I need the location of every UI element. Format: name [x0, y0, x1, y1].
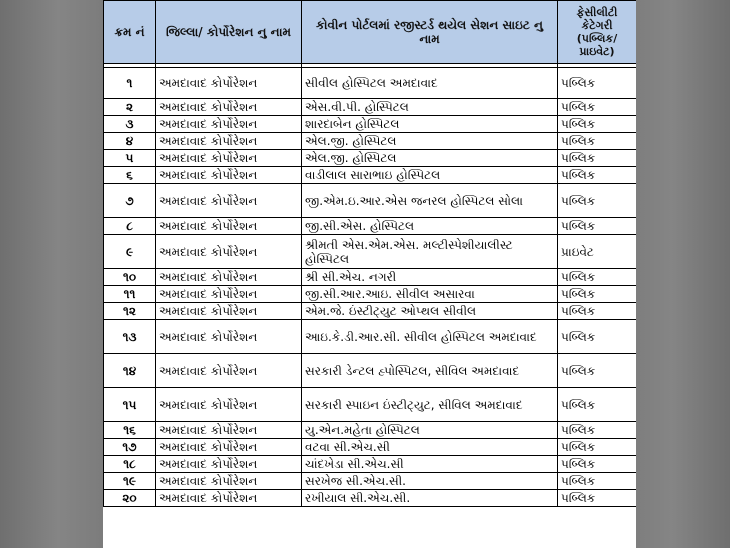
row-number: ૧૮	[104, 456, 156, 473]
row-site: વટવા સી.એચ.સી	[302, 439, 558, 456]
header-serial-number: ક્રમ નં	[104, 1, 156, 64]
session-sites-table	[103, 0, 636, 507]
row-district: અમદાવાદ કોર્પોરેશન	[156, 235, 302, 269]
row-number: ૪	[104, 133, 156, 150]
table-row	[104, 439, 637, 456]
table-row	[104, 99, 637, 116]
row-district: અમદાવાદ કોર્પોરેશન	[156, 439, 302, 456]
row-site: એમ.જે. ઇંસ્ટીટ્યુટ ઓપ્થલ સીવીલ	[302, 303, 558, 320]
table-body	[104, 64, 637, 507]
row-number: ૬	[104, 167, 156, 184]
header-facility-category: ફેસીલીટી કેટેગરી (પબ્લિક/ પ્રાઇવેટ)	[558, 1, 637, 64]
row-site: જી.એમ.ઇ.આર.એસ જનરલ હોસ્પિટલ સોલા	[302, 184, 558, 218]
row-site: વાડીલાલ સારાભાઇ હોસ્પિટલ	[302, 167, 558, 184]
table-row	[104, 167, 637, 184]
row-number: ૧૦	[104, 269, 156, 286]
row-site: શારદાબેન હોસ્પિટલ	[302, 116, 558, 133]
row-category: પબ્લિક	[558, 303, 637, 320]
row-site: સરખેજ સી.એચ.સી.	[302, 473, 558, 490]
row-site: જી.સી.એસ. હોસ્પિટલ	[302, 218, 558, 235]
header-session-site: કોવીન પોર્ટલમાં રજીસ્ટર્ડ થયેલ સેશન સાઇટ નુ નામ	[302, 1, 558, 64]
row-category: પબ્લિક	[558, 456, 637, 473]
row-category: પબ્લિક	[558, 68, 637, 99]
table-row	[104, 133, 637, 150]
table-header-row	[104, 1, 637, 64]
row-number: ૫	[104, 150, 156, 167]
row-district: અમદાવાદ કોર્પોરેશન	[156, 422, 302, 439]
row-number: ૧૯	[104, 473, 156, 490]
row-district: અમદાવાદ કોર્પોરેશન	[156, 99, 302, 116]
document-sheet	[103, 0, 636, 548]
row-district: અમદાવાદ કોર્પોરેશન	[156, 167, 302, 184]
row-district: અમદાવાદ કોર્પોરેશન	[156, 388, 302, 422]
row-category: પબ્લિક	[558, 116, 637, 133]
table-row	[104, 490, 637, 507]
row-district: અમદાવાદ કોર્પોરેશન	[156, 490, 302, 507]
table-row	[104, 286, 637, 303]
row-number: ૧૧	[104, 286, 156, 303]
table-row	[104, 303, 637, 320]
row-district: અમદાવાદ કોર્પોરેશન	[156, 133, 302, 150]
table-row	[104, 388, 637, 422]
row-category: પબ્લિક	[558, 490, 637, 507]
row-site: સીવીલ હોસ્પિટલ અમદાવાદ	[302, 68, 558, 99]
row-site: યુ.એન.મહેતા હોસ્પિટલ	[302, 422, 558, 439]
row-number: ૮	[104, 218, 156, 235]
table-row	[104, 269, 637, 286]
row-number: ૩	[104, 116, 156, 133]
row-site: એલ.જી. હોસ્પિટલ	[302, 150, 558, 167]
row-number: ૧૪	[104, 354, 156, 388]
table-row	[104, 320, 637, 354]
row-number: ૨	[104, 99, 156, 116]
row-category: પબ્લિક	[558, 184, 637, 218]
row-category: પબ્લિક	[558, 99, 637, 116]
table-row	[104, 473, 637, 490]
row-site: સરકારી સ્પાઇન ઇંસ્ટીટ્યુટ, સીવિલ અમદાવાદ	[302, 388, 558, 422]
row-district: અમદાવાદ કોર્પોરેશન	[156, 184, 302, 218]
row-district: અમદાવાદ કોર્પોરેશન	[156, 473, 302, 490]
row-site: રખીયાલ સી.એચ.સી.	[302, 490, 558, 507]
row-category: પબ્લિક	[558, 354, 637, 388]
table-row	[104, 218, 637, 235]
row-site: સરકારી ડેન્ટલ હ્પોસ્પિટલ, સીવિલ અમદાવાદ	[302, 354, 558, 388]
row-category: પ્રાઇવેટ	[558, 235, 637, 269]
row-number: ૧૩	[104, 320, 156, 354]
table-row	[104, 184, 637, 218]
row-number: ૧૫	[104, 388, 156, 422]
row-site: એલ.જી. હોસ્પિટલ	[302, 133, 558, 150]
row-district: અમદાવાદ કોર્પોરેશન	[156, 320, 302, 354]
row-district: અમદાવાદ કોર્પોરેશન	[156, 354, 302, 388]
row-district: અમદાવાદ કોર્પોરેશન	[156, 303, 302, 320]
row-district: અમદાવાદ કોર્પોરેશન	[156, 286, 302, 303]
row-district: અમદાવાદ કોર્પોરેશન	[156, 456, 302, 473]
row-number: ૧૨	[104, 303, 156, 320]
row-category: પબ્લિક	[558, 422, 637, 439]
table-row	[104, 116, 637, 133]
row-district: અમદાવાદ કોર્પોરેશન	[156, 116, 302, 133]
row-category: પબ્લિક	[558, 286, 637, 303]
row-category: પબ્લિક	[558, 439, 637, 456]
table-row	[104, 150, 637, 167]
header-district: જિલ્લા/ કોર્પોરેશન નુ નામ	[156, 1, 302, 64]
row-site: જી.સી.આર.આઇ. સીવીલ અસારવા	[302, 286, 558, 303]
row-category: પબ્લિક	[558, 150, 637, 167]
row-number: ૨૦	[104, 490, 156, 507]
row-number: ૧૬	[104, 422, 156, 439]
row-district: અમદાવાદ કોર્પોરેશન	[156, 269, 302, 286]
row-district: અમદાવાદ કોર્પોરેશન	[156, 150, 302, 167]
row-site: શ્રી સી.એચ. નગરી	[302, 269, 558, 286]
row-category: પબ્લિક	[558, 167, 637, 184]
table-row	[104, 235, 637, 269]
row-site: એસ.વી.પી. હોસ્પિટલ	[302, 99, 558, 116]
table-row	[104, 422, 637, 439]
row-number: ૧૭	[104, 439, 156, 456]
row-category: પબ્લિક	[558, 269, 637, 286]
row-category: પબ્લિક	[558, 320, 637, 354]
table-row	[104, 354, 637, 388]
row-district: અમદાવાદ કોર્પોરેશન	[156, 68, 302, 99]
row-site: આઇ.કે.ડી.આર.સી. સીવીલ હોસ્પિટલ અમદાવાદ	[302, 320, 558, 354]
row-site: શ્રીમતી એસ.એમ.એસ. મલ્ટીસ્પેશીયાલીસ્ટ હોસ્પિટલ	[302, 235, 558, 269]
row-number: ૭	[104, 184, 156, 218]
row-site: ચાંદખેડા સી.એચ.સી	[302, 456, 558, 473]
row-number: ૧	[104, 68, 156, 99]
table-row	[104, 68, 637, 99]
row-number: ૯	[104, 235, 156, 269]
row-category: પબ્લિક	[558, 218, 637, 235]
row-category: પબ્લિક	[558, 473, 637, 490]
row-category: પબ્લિક	[558, 133, 637, 150]
row-category: પબ્લિક	[558, 388, 637, 422]
table-row	[104, 456, 637, 473]
row-district: અમદાવાદ કોર્પોરેશન	[156, 218, 302, 235]
